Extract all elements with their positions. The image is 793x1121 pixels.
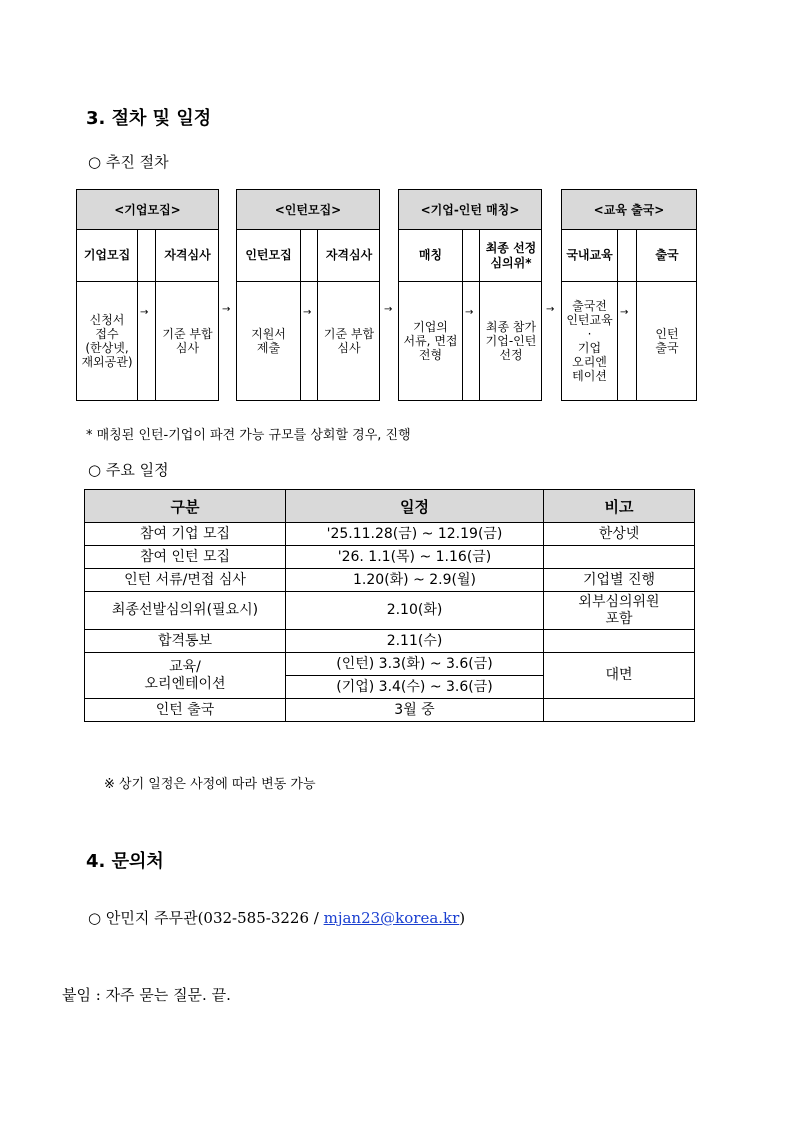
arrow-icon: → bbox=[140, 307, 149, 318]
column-header: 일정 bbox=[286, 490, 544, 523]
arrow-icon: → bbox=[222, 304, 231, 315]
sub-step: 자격심사 bbox=[164, 248, 211, 262]
table-cell: '26. 1.1(목) ~ 1.16(금) bbox=[286, 546, 544, 569]
table-cell: 3월 중 bbox=[286, 699, 544, 722]
table-cell bbox=[544, 699, 695, 722]
stage-title: <교육 출국> bbox=[562, 190, 696, 230]
table-cell: 참여 인턴 모집 bbox=[85, 546, 286, 569]
table-row bbox=[85, 592, 695, 630]
stage-title: <기업모집> bbox=[77, 190, 218, 230]
sub-step: 매칭 bbox=[418, 248, 443, 262]
table-cell bbox=[544, 630, 695, 653]
stage-company-recruit bbox=[76, 189, 219, 401]
table-row bbox=[85, 569, 695, 592]
step-detail: 지원서 제출 bbox=[251, 327, 286, 355]
step-detail: 출국전 인턴교육 · 기업 오리엔 테이션 bbox=[566, 299, 613, 383]
table-cell: 외부심의위원 포함 bbox=[544, 592, 695, 630]
step-detail: 최종 참가 기업-인턴 선정 bbox=[485, 320, 537, 362]
column-header: 구분 bbox=[85, 490, 286, 523]
table-cell: (인턴) 3.3(화) ~ 3.6(금) bbox=[286, 653, 544, 676]
schedule-table bbox=[84, 489, 695, 722]
section-4-title: 4. 문의처 bbox=[86, 851, 164, 872]
sub-step: 자격심사 bbox=[325, 248, 373, 262]
table-cell: 2.10(화) bbox=[286, 592, 544, 630]
schedule-heading: ○ 주요 일정 bbox=[88, 461, 169, 479]
table-cell: '25.11.28(금) ~ 12.19(금) bbox=[286, 523, 544, 546]
contact-text: ) bbox=[459, 909, 466, 927]
arrow-icon: → bbox=[465, 307, 474, 318]
table-row bbox=[85, 630, 695, 653]
table-row bbox=[85, 699, 695, 722]
table-cell: 대면 bbox=[544, 653, 695, 699]
process-heading: ○ 추진 절차 bbox=[88, 153, 169, 171]
table-note: ※ 상기 일정은 사정에 따라 변동 가능 bbox=[104, 777, 316, 792]
contact-text: ○ 안민지 주무관(032-585-3226 / bbox=[88, 909, 324, 927]
table-cell: 기업별 진행 bbox=[544, 569, 695, 592]
sub-step: 기업모집 bbox=[83, 248, 131, 262]
stage-title: <기업-인턴 매칭> bbox=[399, 190, 541, 230]
step-detail: 인턴 출국 bbox=[655, 327, 679, 355]
step-detail: 기업의 서류, 면접 전형 bbox=[403, 320, 458, 362]
table-cell: 인턴 서류/면접 심사 bbox=[85, 569, 286, 592]
table-cell: 2.11(수) bbox=[286, 630, 544, 653]
table-row bbox=[85, 653, 695, 676]
table-row bbox=[85, 523, 695, 546]
step-detail: 기준 부합 심사 bbox=[162, 327, 213, 355]
attachment-line: 붙임 : 자주 묻는 질문. 끝. bbox=[62, 986, 231, 1004]
table-cell: 인턴 출국 bbox=[85, 699, 286, 722]
footnote: * 매칭된 인턴-기업이 파견 가능 규모를 상회할 경우, 진행 bbox=[86, 428, 411, 443]
section-3-title: 3. 절차 및 일정 bbox=[86, 108, 212, 129]
arrow-icon: → bbox=[303, 307, 312, 318]
sub-step: 국내교육 bbox=[566, 248, 613, 262]
step-detail: 기준 부합 심사 bbox=[323, 327, 375, 355]
table-cell bbox=[544, 546, 695, 569]
stage-training-departure bbox=[561, 189, 697, 401]
table-cell: (기업) 3.4(수) ~ 3.6(금) bbox=[286, 676, 544, 699]
stage-matching bbox=[398, 189, 542, 401]
arrow-icon: → bbox=[384, 304, 393, 315]
table-cell: 1.20(화) ~ 2.9(월) bbox=[286, 569, 544, 592]
table-cell: 최종선발심의위(필요시) bbox=[85, 592, 286, 630]
table-row bbox=[85, 546, 695, 569]
arrow-icon: → bbox=[546, 304, 555, 315]
table-cell: 교육/ 오리엔테이션 bbox=[85, 653, 286, 699]
stage-intern-recruit bbox=[236, 189, 380, 401]
sub-step: 인턴모집 bbox=[245, 248, 292, 262]
table-cell: 합격통보 bbox=[85, 630, 286, 653]
sub-step: 출국 bbox=[655, 248, 679, 262]
table-cell: 한상넷 bbox=[544, 523, 695, 546]
sub-step: 최종 선정 심의위* bbox=[485, 240, 537, 270]
step-detail: 신청서 접수 (한상넷, 재외공관) bbox=[81, 313, 133, 369]
table-cell: 참여 기업 모집 bbox=[85, 523, 286, 546]
stage-title: <인턴모집> bbox=[237, 190, 379, 230]
email-link[interactable]: mjan23@korea.kr bbox=[323, 909, 460, 927]
contact-line bbox=[88, 907, 465, 928]
column-header: 비고 bbox=[544, 490, 695, 523]
table-header-row bbox=[85, 490, 695, 523]
arrow-icon: → bbox=[620, 307, 629, 318]
